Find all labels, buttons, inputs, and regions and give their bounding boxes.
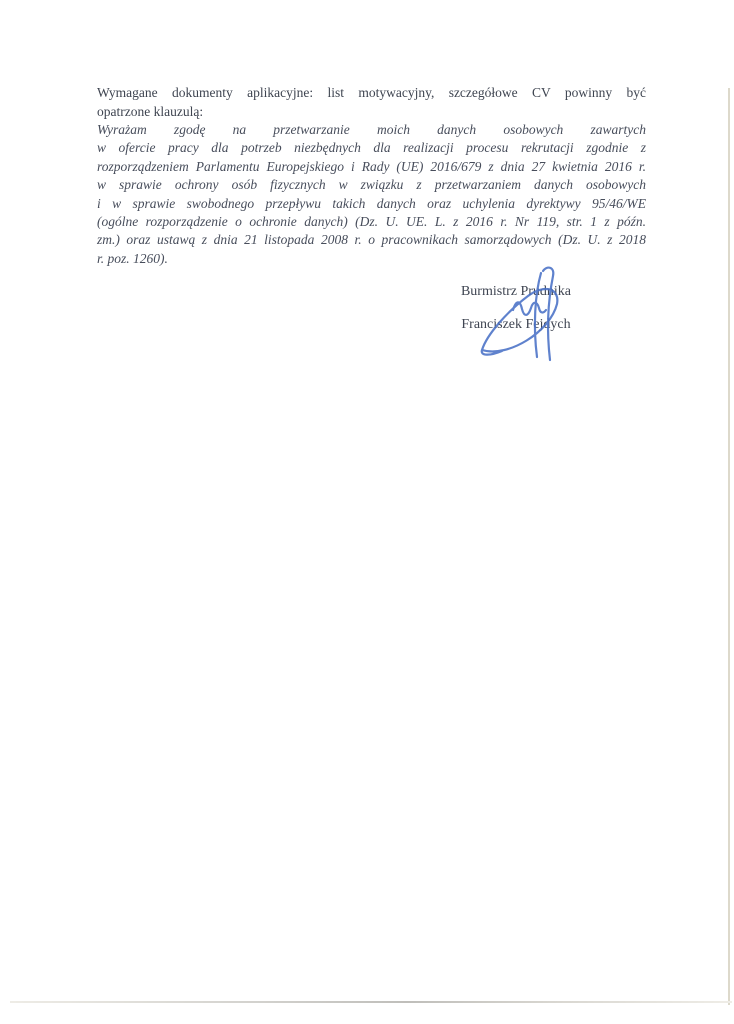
signatory-title: Burmistrz Prudnika — [460, 284, 572, 299]
intro-line: opatrzone klauzulą: — [97, 103, 204, 119]
clause-line: w ofercie pracy dla potrzeb niezbędnych dla realizacji procesu rekrutacji zgodnie z — [97, 140, 646, 156]
consent-clause-paragraph — [97, 121, 646, 268]
scan-edge-vertical-line — [728, 88, 730, 1005]
clause-line: Wyrażam zgodę na przetwarzanie moich danych osobowych zawartych — [97, 122, 646, 137]
clause-line: w sprawie ochrony osób fizycznych w związku z przetwarzaniem danych osobowych — [97, 177, 646, 193]
clause-line: rozporządzeniem Parlamentu Europejskiego i Rady (UE) 2016/679 z dnia 27 kwietnia 2016 r. — [97, 158, 646, 174]
signature-block — [452, 284, 580, 333]
clause-line: zm.) oraz ustawą z dnia 21 listopada 2008 r. o pracownikach samorządowych (Dz. U. z 2018 — [97, 232, 646, 248]
intro-paragraph — [97, 84, 646, 122]
signatory-name: Franciszek Fejdych — [461, 317, 571, 332]
clause-line: i w sprawie swobodnego przepływu takich danych oraz uchylenia dyrektywy 95/46/WE — [97, 195, 646, 211]
clause-line: r. poz. 1260). — [97, 250, 168, 266]
scan-edge-horizontal-line — [10, 1001, 732, 1003]
clause-line: (ogólne rozporządzenie o ochronie danych) (Dz. U. UE. L. z 2016 r. Nr 119, str. 1 z późn. — [97, 214, 646, 230]
intro-line: Wymagane dokumenty aplikacyjne: list motywacyjny, szczegółowe CV powinny być — [97, 85, 646, 100]
